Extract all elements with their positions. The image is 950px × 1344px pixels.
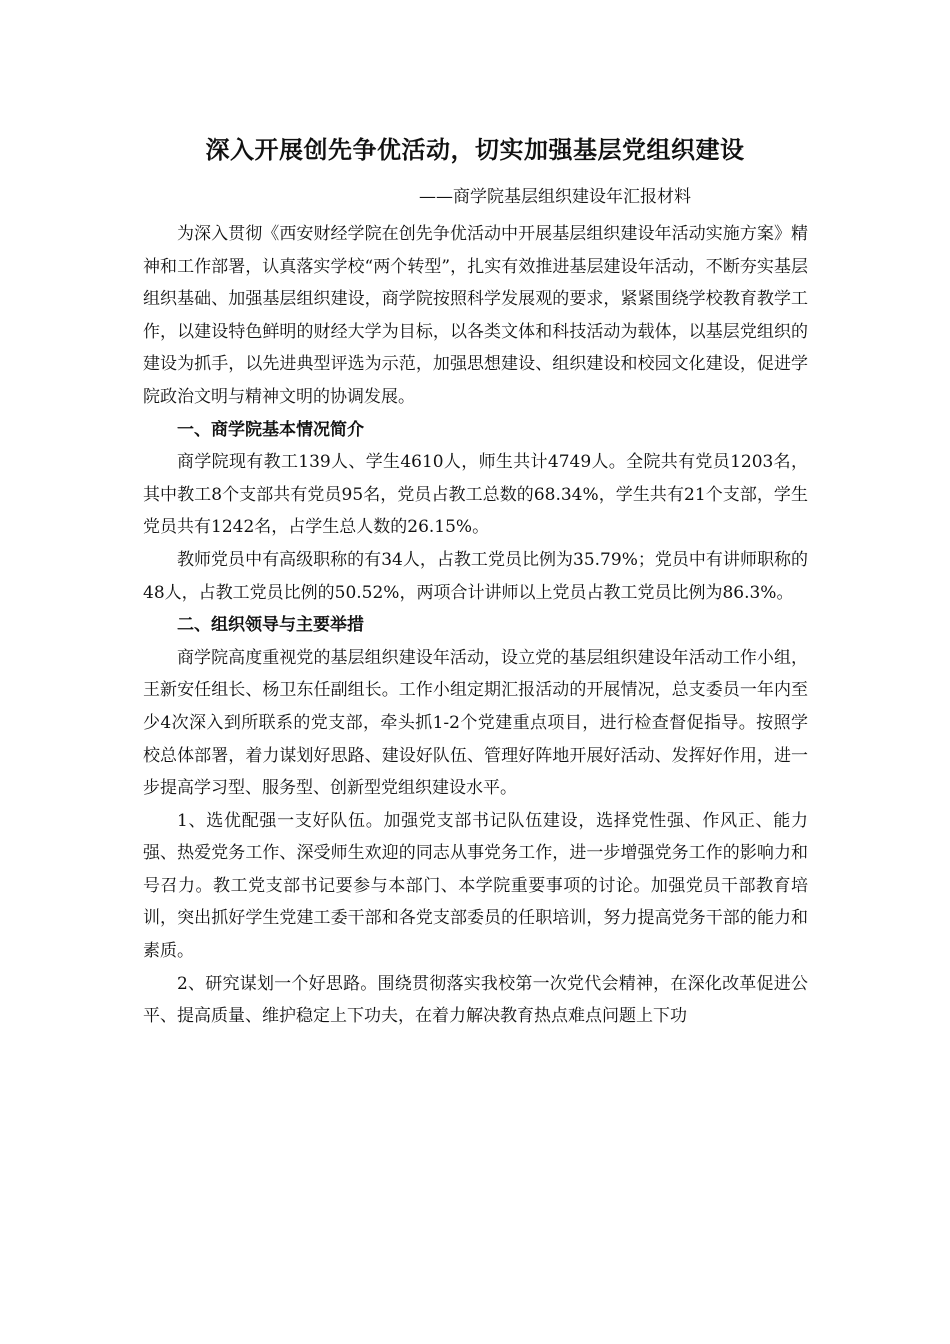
faculty-stats-paragraph: 教师党员中有高级职称的有34人，占教工党员比例为35.79%；党员中有讲师职称的48人，占教工党员比例的50.52%，两项合计讲师以上党员占教工党员比例为86.3%。 [143, 549, 808, 603]
section-heading-1: 一、商学院基本情况简介 [177, 419, 364, 440]
document-title: 深入开展创先争优活动，切实加强基层党组织建设 [205, 136, 745, 164]
intro-paragraph: 为深入贯彻《西安财经学院在创先争优活动中开展基层组织建设年活动实施方案》精神和工作部署，认真落实学校“两个转型”，扎实有效推进基层建设年活动，不断夯实基层组织基础、加强基层组织建设，商学院按照科学发展观的要求，紧紧围绕学校教育教学工作，以建设特色鲜明的财经大学为目标，以各类文体和科技活动为载体，以基层党组织的建设为抓手，以先进典型评选为示范，加强思想建设、组织建设和校园文化建设，促进学院政治文明与精神文明的协调发展。 [143, 224, 808, 407]
leadership-paragraph: 商学院高度重视党的基层组织建设年活动，设立党的基层组织建设年活动工作小组，王新安任组长、杨卫东任副组长。工作小组定期汇报活动的开展情况，总支委员一年内至少4次深入到所联系的党支部，牵头抓1-2个党建重点项目，进行检查督促指导。按照学校总体部署，着力谋划好思路、建设好队伍、管理好阵地开展好活动、发挥好作用，进一步提高学习型、服务型、创新型党组织建设水平。 [143, 647, 808, 799]
document-subtitle: ——商学院基层组织建设年汇报材料 [419, 187, 691, 207]
strategy-paragraph: 2、研究谋划一个好思路。围绕贯彻落实我校第一次党代会精神，在深化改革促进公平、提高质量、维护稳定上下功夫，在着力解决教育热点难点问题上下功 [143, 973, 808, 1027]
team-paragraph: 1、选优配强一支好队伍。加强党支部书记队伍建设，选择党性强、作风正、能力强、热爱党务工作、深受师生欢迎的同志从事党务工作，进一步增强党务工作的影响力和号召力。教工党支部书记要参与本部门、本学院重要事项的讨论。加强党员干部教育培训，突出抓好学生党建工委干部和各党支部委员的任职培训，努力提高党务干部的能力和素质。 [143, 810, 808, 962]
section-heading-2: 二、组织领导与主要举措 [177, 615, 364, 636]
document-body [143, 218, 808, 1033]
basic-info-paragraph: 商学院现有教工139人、学生4610人，师生共计4749人。全院共有党员1203名，其中教工8个支部共有党员95名，党员占教工总数的68.34%，学生共有21个支部，学生党员共有1242名，占学生总人数的26.15%。 [143, 452, 808, 538]
